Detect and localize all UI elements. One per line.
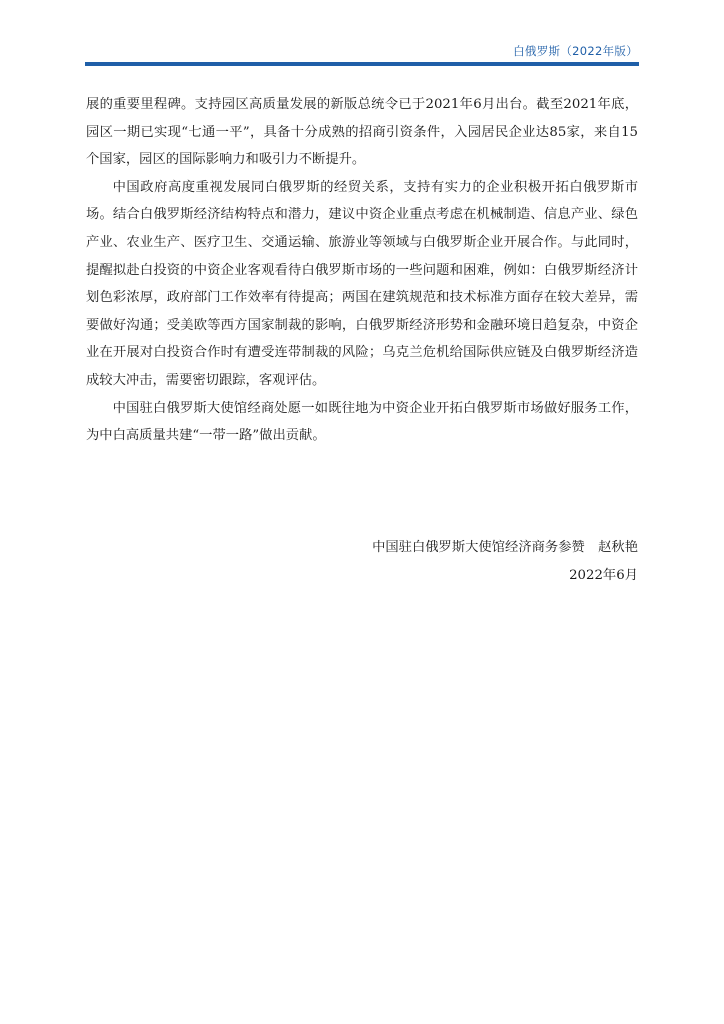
- running-header: 白俄罗斯（2022年版）: [513, 44, 638, 58]
- paragraph: 中国驻白俄罗斯大使馆经商处愿一如既往地为中资企业开拓白俄罗斯市场做好服务工作，为中白高质量共建“一带一路”做出贡献。: [86, 400, 638, 444]
- signature-author: 中国驻白俄罗斯大使馆经济商务参赞 赵秋艳: [372, 540, 638, 555]
- header-rule: [85, 62, 639, 66]
- signature-date: 2022年6月: [569, 567, 638, 583]
- signature-block: [372, 534, 638, 589]
- paragraph-continued: 展的重要里程碑。支持园区高质量发展的新版总统令已于2021年6月出台。截至2021年底，园区一期已实现“七通一平”，具备十分成熟的招商引资条件，入园居民企业达85家，来自15个国家，园区的国际影响力和吸引力不断提升。: [86, 97, 638, 168]
- paragraph: 中国政府高度重视发展同白俄罗斯的经贸关系，支持有实力的企业积极开拓白俄罗斯市场。结合白俄罗斯经济结构特点和潜力，建议中资企业重点考虑在机械制造、信息产业、绿色产业、农业生产、医疗卫生、交通运输、旅游业等领域与白俄罗斯企业开展合作。与此同时，提醒拟赴白投资的中资企业客观看待白俄罗斯市场的一些问题和困难，例如：白俄罗斯经济计划色彩浓厚，政府部门工作效率有待提高；两国在建筑规范和技术标准方面存在较大差异，需要做好沟通；受美欧等西方国家制裁的影响，白俄罗斯经济形势和金融环境日趋复杂，中资企业在开展对白投资合作时有遭受连带制裁的风险；乌克兰危机给国际供应链及白俄罗斯经济造成较大冲击，需要密切跟踪，客观评估。: [86, 179, 638, 388]
- body-text: [86, 91, 638, 450]
